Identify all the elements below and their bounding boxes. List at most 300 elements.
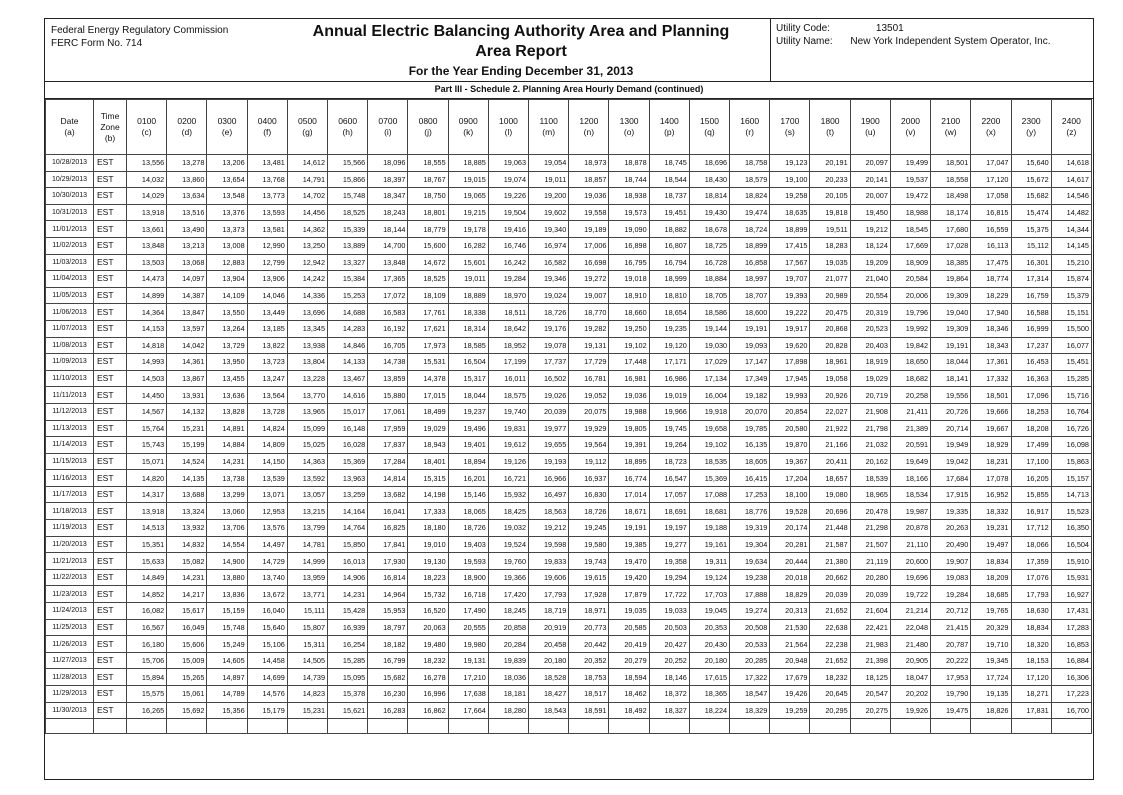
demand-cell: 13,848 [368, 254, 408, 271]
demand-cell: 13,860 [167, 171, 207, 188]
demand-cell: 20,202 [890, 686, 930, 703]
demand-cell: 15,082 [167, 553, 207, 570]
demand-cell: 19,573 [609, 204, 649, 221]
demand-cell: 18,889 [448, 287, 488, 304]
demand-cell: 19,391 [609, 437, 649, 454]
demand-cell: 15,157 [1051, 470, 1091, 487]
demand-cell: 18,797 [368, 619, 408, 636]
demand-cell: 14,362 [287, 221, 327, 238]
demand-cell: 14,576 [247, 686, 287, 703]
demand-cell: 19,497 [971, 536, 1011, 553]
demand-cell: 13,965 [287, 403, 327, 420]
column-header-label: 1900 [860, 116, 880, 126]
demand-cell: 19,222 [770, 304, 810, 321]
demand-cell: 18,501 [971, 387, 1011, 404]
demand-cell: 22,638 [810, 619, 850, 636]
demand-cell: 13,799 [287, 520, 327, 537]
demand-cell: 20,662 [810, 569, 850, 586]
demand-cell: 15,894 [127, 669, 167, 686]
demand-cell: 18,232 [408, 652, 448, 669]
demand-cell: 20,329 [971, 619, 1011, 636]
demand-cell: 18,558 [931, 171, 971, 188]
demand-cell: 16,082 [127, 603, 167, 620]
demand-cell: 18,543 [529, 702, 569, 719]
demand-cell: 19,018 [609, 271, 649, 288]
demand-cell: 17,199 [488, 354, 528, 371]
demand-cell: 19,015 [448, 171, 488, 188]
demand-cell: 15,566 [328, 155, 368, 172]
demand-cell: 17,006 [569, 237, 609, 254]
date-cell: 11/22/2013 [46, 569, 94, 586]
empty-cell [1011, 719, 1051, 734]
demand-cell: 18,534 [890, 486, 930, 503]
demand-cell: 14,688 [328, 304, 368, 321]
demand-cell: 16,999 [1011, 320, 1051, 337]
demand-cell: 19,606 [529, 569, 569, 586]
demand-cell: 20,787 [931, 636, 971, 653]
demand-cell: 16,283 [368, 702, 408, 719]
demand-cell: 19,074 [488, 171, 528, 188]
demand-cell: 19,189 [569, 221, 609, 238]
demand-cell: 18,232 [810, 669, 850, 686]
time-zone-cell: EST [94, 237, 127, 254]
demand-cell: 20,773 [569, 619, 609, 636]
demand-cell: 19,250 [609, 320, 649, 337]
demand-cell: 13,449 [247, 304, 287, 321]
demand-cell: 19,030 [689, 337, 729, 354]
demand-cell: 20,503 [649, 619, 689, 636]
demand-cell: 19,026 [529, 387, 569, 404]
demand-cell: 17,210 [448, 669, 488, 686]
demand-cell: 17,973 [408, 337, 448, 354]
demand-cell: 14,964 [368, 586, 408, 603]
empty-cell [850, 719, 890, 734]
demand-cell: 16,242 [488, 254, 528, 271]
demand-cell: 18,776 [730, 503, 770, 520]
demand-cell: 18,635 [770, 204, 810, 221]
demand-cell: 13,682 [368, 486, 408, 503]
demand-cell: 13,185 [247, 320, 287, 337]
demand-cell: 13,503 [127, 254, 167, 271]
demand-cell: 16,504 [1051, 536, 1091, 553]
demand-cell: 19,029 [850, 370, 890, 387]
column-header-label: 0400 [257, 116, 277, 126]
demand-cell: 19,036 [609, 387, 649, 404]
table-row [46, 536, 1092, 553]
demand-cell: 13,931 [167, 387, 207, 404]
time-zone-cell: EST [94, 603, 127, 620]
demand-cell: 17,928 [569, 586, 609, 603]
empty-cell [770, 719, 810, 734]
demand-cell: 18,547 [730, 686, 770, 703]
demand-cell: 14,046 [247, 287, 287, 304]
demand-cell: 20,222 [931, 652, 971, 669]
empty-cell [971, 719, 1011, 734]
demand-cell: 19,191 [730, 320, 770, 337]
empty-cell [689, 719, 729, 734]
demand-cell: 15,866 [328, 171, 368, 188]
demand-cell: 16,350 [1051, 520, 1091, 537]
demand-cell: 13,247 [247, 370, 287, 387]
demand-cell: 13,071 [247, 486, 287, 503]
demand-cell: 16,700 [1051, 702, 1091, 719]
demand-cell: 19,264 [649, 437, 689, 454]
demand-cell: 14,217 [167, 586, 207, 603]
table-row [46, 486, 1092, 503]
demand-cell: 18,181 [488, 686, 528, 703]
demand-cell: 20,726 [931, 403, 971, 420]
demand-cell: 19,743 [569, 553, 609, 570]
demand-cell: 18,660 [609, 304, 649, 321]
time-zone-cell: EST [94, 304, 127, 321]
demand-cell: 19,102 [609, 337, 649, 354]
table-row [46, 437, 1092, 454]
demand-cell: 20,039 [850, 586, 890, 603]
demand-cell: 20,007 [850, 188, 890, 205]
demand-cell: 13,880 [207, 569, 247, 586]
demand-cell: 19,870 [770, 437, 810, 454]
demand-cell: 20,252 [649, 652, 689, 669]
demand-cell: 17,684 [931, 470, 971, 487]
demand-cell: 15,575 [127, 686, 167, 703]
demand-cell: 20,285 [730, 652, 770, 669]
demand-cell: 13,932 [167, 520, 207, 537]
demand-cell: 20,097 [850, 155, 890, 172]
demand-cell: 18,231 [971, 453, 1011, 470]
demand-cell: 13,206 [207, 155, 247, 172]
demand-cell: 15,265 [167, 669, 207, 686]
demand-cell: 19,580 [569, 536, 609, 553]
demand-cell: 18,685 [971, 586, 1011, 603]
demand-cell: 18,826 [971, 702, 1011, 719]
demand-cell: 17,793 [1011, 586, 1051, 603]
demand-cell: 19,335 [931, 503, 971, 520]
demand-cell: 18,585 [448, 337, 488, 354]
demand-cell: 17,028 [931, 237, 971, 254]
demand-cell: 20,258 [890, 387, 930, 404]
demand-cell: 19,710 [971, 636, 1011, 653]
date-cell: 11/16/2013 [46, 470, 94, 487]
hourly-demand-table-container [45, 99, 1093, 734]
demand-cell: 19,235 [649, 320, 689, 337]
demand-cell: 18,654 [649, 304, 689, 321]
demand-cell: 21,922 [810, 420, 850, 437]
demand-cell: 15,523 [1051, 503, 1091, 520]
time-zone-cell: EST [94, 221, 127, 238]
demand-cell: 18,682 [890, 370, 930, 387]
demand-cell: 19,992 [890, 320, 930, 337]
demand-cell: 14,809 [247, 437, 287, 454]
date-cell: 11/28/2013 [46, 669, 94, 686]
demand-cell: 15,231 [287, 702, 327, 719]
empty-cell [127, 719, 167, 734]
demand-cell: 16,862 [408, 702, 448, 719]
demand-cell: 18,929 [971, 437, 1011, 454]
demand-cell: 18,501 [931, 155, 971, 172]
report-title-line1: Annual Electric Balancing Authority Area and Planning [312, 23, 730, 40]
demand-cell: 18,425 [488, 503, 528, 520]
demand-cell: 19,556 [931, 387, 971, 404]
demand-cell: 19,707 [770, 271, 810, 288]
demand-cell: 16,004 [689, 387, 729, 404]
demand-cell: 20,828 [810, 337, 850, 354]
demand-cell: 18,065 [448, 503, 488, 520]
demand-cell: 13,804 [287, 354, 327, 371]
demand-cell: 14,231 [207, 453, 247, 470]
demand-cell: 21,564 [770, 636, 810, 653]
demand-cell: 15,379 [1051, 287, 1091, 304]
column-header [94, 100, 127, 155]
demand-cell: 16,794 [649, 254, 689, 271]
demand-cell: 13,564 [247, 387, 287, 404]
demand-cell: 18,594 [609, 669, 649, 686]
demand-cell: 19,475 [931, 702, 971, 719]
demand-cell: 16,135 [730, 437, 770, 454]
demand-cell: 19,649 [890, 453, 930, 470]
demand-cell: 14,616 [328, 387, 368, 404]
demand-cell: 14,482 [1051, 204, 1091, 221]
date-cell: 11/20/2013 [46, 536, 94, 553]
demand-cell: 15,600 [408, 237, 448, 254]
column-header-code: (x) [985, 127, 996, 137]
column-header [649, 100, 689, 155]
demand-cell: 19,612 [488, 437, 528, 454]
demand-cell: 14,513 [127, 520, 167, 537]
demand-cell: 14,702 [287, 188, 327, 205]
demand-cell: 18,044 [931, 354, 971, 371]
table-row [46, 669, 1092, 686]
demand-cell: 18,591 [569, 702, 609, 719]
demand-cell: 17,061 [368, 403, 408, 420]
demand-cell: 18,498 [931, 188, 971, 205]
demand-cell: 15,716 [1051, 387, 1091, 404]
demand-cell: 19,032 [488, 520, 528, 537]
column-header-label: 1000 [499, 116, 518, 126]
column-header [1011, 100, 1051, 155]
demand-cell: 18,970 [488, 287, 528, 304]
demand-cell: 15,743 [127, 437, 167, 454]
demand-cell: 20,070 [730, 403, 770, 420]
demand-cell: 15,378 [328, 686, 368, 703]
demand-cell: 15,748 [328, 188, 368, 205]
demand-cell: 15,061 [167, 686, 207, 703]
demand-cell: 13,299 [207, 486, 247, 503]
demand-cell: 14,283 [328, 320, 368, 337]
demand-cell: 18,900 [448, 569, 488, 586]
demand-cell: 16,301 [1011, 254, 1051, 271]
demand-cell: 18,174 [931, 204, 971, 221]
column-header-code: (n) [583, 127, 595, 137]
demand-cell: 18,329 [730, 702, 770, 719]
demand-cell: 20,263 [931, 520, 971, 537]
demand-cell: 19,123 [770, 155, 810, 172]
demand-cell: 18,671 [609, 503, 649, 520]
demand-cell: 21,415 [931, 619, 971, 636]
date-cell: 11/13/2013 [46, 420, 94, 437]
column-header [1051, 100, 1091, 155]
demand-cell: 14,824 [247, 420, 287, 437]
demand-cell: 18,499 [408, 403, 448, 420]
time-zone-cell: EST [94, 619, 127, 636]
demand-cell: 16,884 [1051, 652, 1091, 669]
demand-cell: 14,789 [207, 686, 247, 703]
demand-cell: 18,539 [850, 470, 890, 487]
demand-cell: 14,899 [127, 287, 167, 304]
demand-cell: 18,726 [529, 304, 569, 321]
demand-cell: 21,298 [850, 520, 890, 537]
demand-cell: 16,764 [1051, 403, 1091, 420]
demand-cell: 19,029 [408, 420, 448, 437]
demand-cell: 14,387 [167, 287, 207, 304]
demand-cell: 14,145 [1051, 237, 1091, 254]
demand-cell: 18,044 [448, 387, 488, 404]
demand-cell: 15,106 [247, 636, 287, 653]
column-header-label: 0600 [338, 116, 358, 126]
demand-cell: 16,815 [971, 204, 1011, 221]
demand-cell: 20,554 [850, 287, 890, 304]
demand-cell: 15,315 [408, 470, 448, 487]
demand-cell: 18,223 [408, 569, 448, 586]
demand-cell: 16,853 [1051, 636, 1091, 653]
demand-cell: 19,917 [770, 320, 810, 337]
time-zone-cell: EST [94, 354, 127, 371]
demand-cell: 20,233 [810, 171, 850, 188]
time-zone-cell: EST [94, 287, 127, 304]
demand-cell: 17,420 [488, 586, 528, 603]
demand-cell: 20,719 [850, 387, 890, 404]
demand-cell: 22,048 [890, 619, 930, 636]
demand-cell: 13,592 [287, 470, 327, 487]
date-cell: 11/07/2013 [46, 320, 94, 337]
demand-cell: 13,950 [207, 354, 247, 371]
demand-cell: 19,284 [488, 271, 528, 288]
demand-cell: 19,215 [448, 204, 488, 221]
date-cell: 11/24/2013 [46, 603, 94, 620]
empty-cell [810, 719, 850, 734]
demand-cell: 18,430 [689, 171, 729, 188]
demand-cell: 13,324 [167, 503, 207, 520]
date-cell: 11/17/2013 [46, 486, 94, 503]
demand-cell: 15,931 [1051, 569, 1091, 586]
demand-cell: 16,986 [649, 370, 689, 387]
demand-cell: 13,672 [247, 586, 287, 603]
demand-cell: 19,833 [529, 553, 569, 570]
demand-cell: 18,938 [609, 188, 649, 205]
demand-cell: 17,448 [609, 354, 649, 371]
demand-cell: 13,576 [247, 520, 287, 537]
demand-cell: 18,036 [488, 669, 528, 686]
demand-cell: 19,102 [689, 437, 729, 454]
demand-cell: 17,567 [770, 254, 810, 271]
demand-cell: 18,834 [1011, 619, 1051, 636]
demand-cell: 21,119 [850, 553, 890, 570]
column-header-label: 1800 [820, 116, 840, 126]
demand-cell: 16,728 [689, 254, 729, 271]
demand-cell: 15,692 [167, 702, 207, 719]
time-zone-cell: EST [94, 320, 127, 337]
demand-cell: 19,977 [529, 420, 569, 437]
table-row [46, 387, 1092, 404]
demand-cell: 19,093 [730, 337, 770, 354]
demand-cell: 17,959 [368, 420, 408, 437]
demand-cell: 16,278 [408, 669, 448, 686]
demand-cell: 21,448 [810, 520, 850, 537]
demand-cell: 20,878 [890, 520, 930, 537]
demand-cell: 17,120 [1011, 669, 1051, 686]
demand-cell: 15,285 [1051, 370, 1091, 387]
demand-cell: 14,153 [127, 320, 167, 337]
time-zone-cell: EST [94, 271, 127, 288]
utility-code-label: Utility Code: [776, 23, 830, 34]
demand-cell: 20,279 [609, 652, 649, 669]
demand-cell: 13,918 [127, 204, 167, 221]
column-header-label: 1300 [619, 116, 639, 126]
demand-cell: 14,820 [127, 470, 167, 487]
demand-cell: 19,311 [689, 553, 729, 570]
column-header-code: (z) [1066, 127, 1077, 137]
demand-cell: 20,313 [770, 603, 810, 620]
empty-cell [609, 719, 649, 734]
demand-cell: 14,699 [247, 669, 287, 686]
demand-cell: 16,504 [448, 354, 488, 371]
demand-cell: 17,724 [971, 669, 1011, 686]
table-row [46, 586, 1092, 603]
demand-cell: 19,131 [448, 652, 488, 669]
demand-cell: 21,587 [810, 536, 850, 553]
demand-cell: 15,369 [689, 470, 729, 487]
time-zone-cell: EST [94, 254, 127, 271]
demand-cell: 16,559 [971, 221, 1011, 238]
demand-cell: 18,719 [529, 603, 569, 620]
demand-cell: 18,696 [689, 155, 729, 172]
column-header-label: 0100 [137, 116, 157, 126]
demand-cell: 19,272 [569, 271, 609, 288]
demand-cell: 19,667 [971, 420, 1011, 437]
demand-cell: 14,503 [127, 370, 167, 387]
demand-cell: 20,714 [931, 420, 971, 437]
demand-cell: 13,738 [207, 470, 247, 487]
demand-cell: 17,223 [1051, 686, 1091, 703]
column-header-label: Time Zone [100, 110, 120, 132]
empty-cell [368, 719, 408, 734]
demand-cell: 14,832 [167, 536, 207, 553]
demand-cell: 19,058 [810, 370, 850, 387]
utility-name-label: Utility Name: [776, 36, 833, 47]
demand-cell: 13,859 [368, 370, 408, 387]
demand-cell: 19,926 [890, 702, 930, 719]
column-header [127, 100, 167, 155]
demand-cell: 17,664 [448, 702, 488, 719]
demand-cell: 13,636 [207, 387, 247, 404]
demand-cell: 18,882 [649, 221, 689, 238]
demand-cell: 17,361 [971, 354, 1011, 371]
demand-cell: 20,039 [529, 403, 569, 420]
date-cell: 11/26/2013 [46, 636, 94, 653]
table-row [46, 354, 1092, 371]
demand-cell: 19,126 [488, 453, 528, 470]
date-cell: 11/29/2013 [46, 686, 94, 703]
demand-cell: 20,989 [810, 287, 850, 304]
demand-cell: 16,974 [529, 237, 569, 254]
date-cell: 11/15/2013 [46, 453, 94, 470]
demand-cell: 19,052 [569, 387, 609, 404]
table-row [46, 553, 1092, 570]
demand-cell: 17,014 [609, 486, 649, 503]
demand-cell: 15,606 [167, 636, 207, 653]
demand-cell: 13,250 [287, 237, 327, 254]
column-header-code: (c) [141, 127, 152, 137]
demand-cell: 17,322 [730, 669, 770, 686]
